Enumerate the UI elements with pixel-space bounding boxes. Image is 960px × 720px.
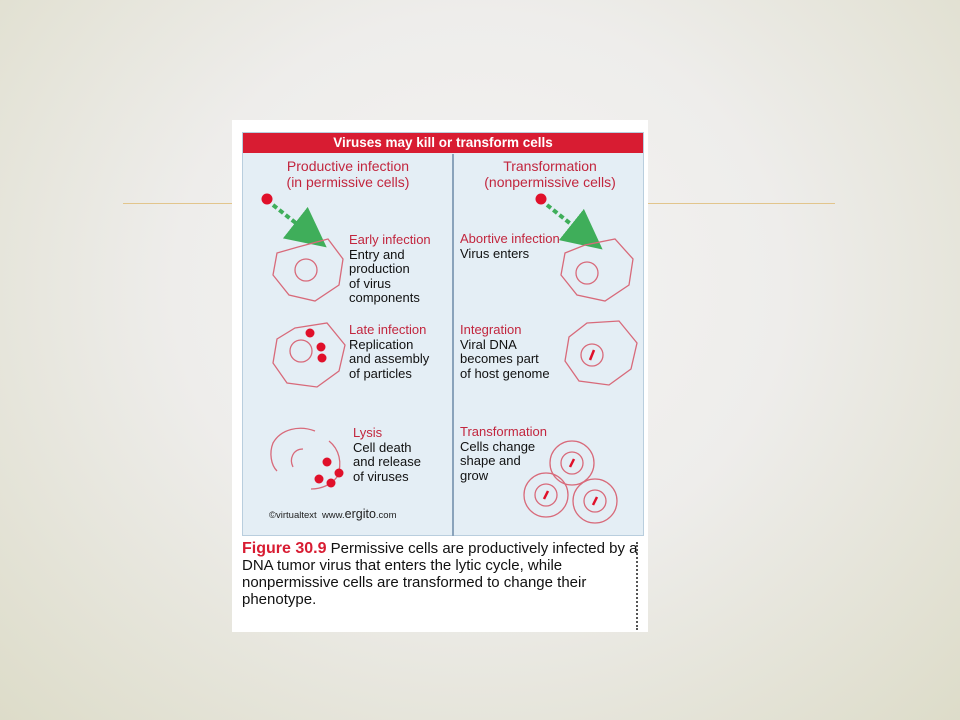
stage-late-infection xyxy=(349,323,429,381)
stage-integration xyxy=(460,323,550,381)
diagram-title: Viruses may kill or transform cells xyxy=(243,133,643,153)
stage-description: Virus enters xyxy=(460,245,530,261)
integrated-viral-dna xyxy=(570,459,574,467)
released-virus xyxy=(335,469,344,478)
lysed-nucleus xyxy=(291,449,303,467)
caption-dotted-rule xyxy=(636,542,638,630)
stage-title: Transformation xyxy=(460,424,547,439)
stage-transformation xyxy=(460,425,547,483)
stage-description: Cell death and release of viruses xyxy=(353,439,421,484)
stage-description: Replication and assembly of particles xyxy=(349,336,430,381)
virus-particle xyxy=(317,343,326,352)
virus-particle xyxy=(536,194,547,205)
caption-text: Permissive cells are productively infected by a DNA tumor virus that enters the lytic cycle, while nonpermissive cells are transformed to change their phenotype. xyxy=(242,540,638,608)
diagram-artwork xyxy=(243,133,643,535)
stage-title: Late infection xyxy=(349,322,427,337)
stage-title: Abortive infection xyxy=(460,231,560,246)
cell-nucleus xyxy=(295,259,317,281)
entry-arrow xyxy=(273,205,311,235)
credit-www: www. xyxy=(321,510,345,521)
stage-title: Lysis xyxy=(353,425,383,440)
cell-nucleus xyxy=(290,340,312,362)
stage-description: Entry and production of virus components xyxy=(349,246,420,305)
permissive-cell xyxy=(273,239,343,301)
left-heading-line1: Productive infection xyxy=(286,158,410,174)
figure-image xyxy=(232,120,648,632)
figure-label: Figure 30.9 xyxy=(242,540,327,557)
virus-particle xyxy=(306,329,315,338)
virus-particle xyxy=(318,354,327,363)
copyright-credit xyxy=(269,507,397,521)
integrated-viral-dna xyxy=(593,497,597,505)
stage-title: Integration xyxy=(460,322,522,337)
left-heading-line2: (in permissive cells) xyxy=(286,174,410,190)
stage-description: Cells change shape and grow xyxy=(460,438,536,483)
released-virus xyxy=(327,479,336,488)
diagram-panel xyxy=(242,132,644,536)
right-heading-line2: (nonpermissive cells) xyxy=(484,174,616,190)
cell-nucleus xyxy=(576,262,598,284)
integrated-viral-dna xyxy=(590,350,594,360)
integrated-viral-dna xyxy=(544,491,548,499)
virus-particle xyxy=(262,194,273,205)
released-virus xyxy=(315,475,324,484)
stage-abortive-infection xyxy=(460,232,560,261)
released-virus xyxy=(323,458,332,467)
figure-caption xyxy=(242,534,638,608)
lysed-cell-membrane xyxy=(271,428,315,471)
stage-description: Viral DNA becomes part of host genome xyxy=(460,336,550,381)
stage-title: Early infection xyxy=(349,232,431,247)
credit-prefix: ©virtualtext xyxy=(269,510,317,521)
stage-early-infection xyxy=(349,233,431,306)
integrated-cell xyxy=(565,321,637,385)
credit-suffix: .com xyxy=(375,510,397,521)
credit-brand: ergito xyxy=(344,507,376,521)
right-heading-line1: Transformation xyxy=(503,158,597,174)
stage-lysis xyxy=(353,426,421,484)
